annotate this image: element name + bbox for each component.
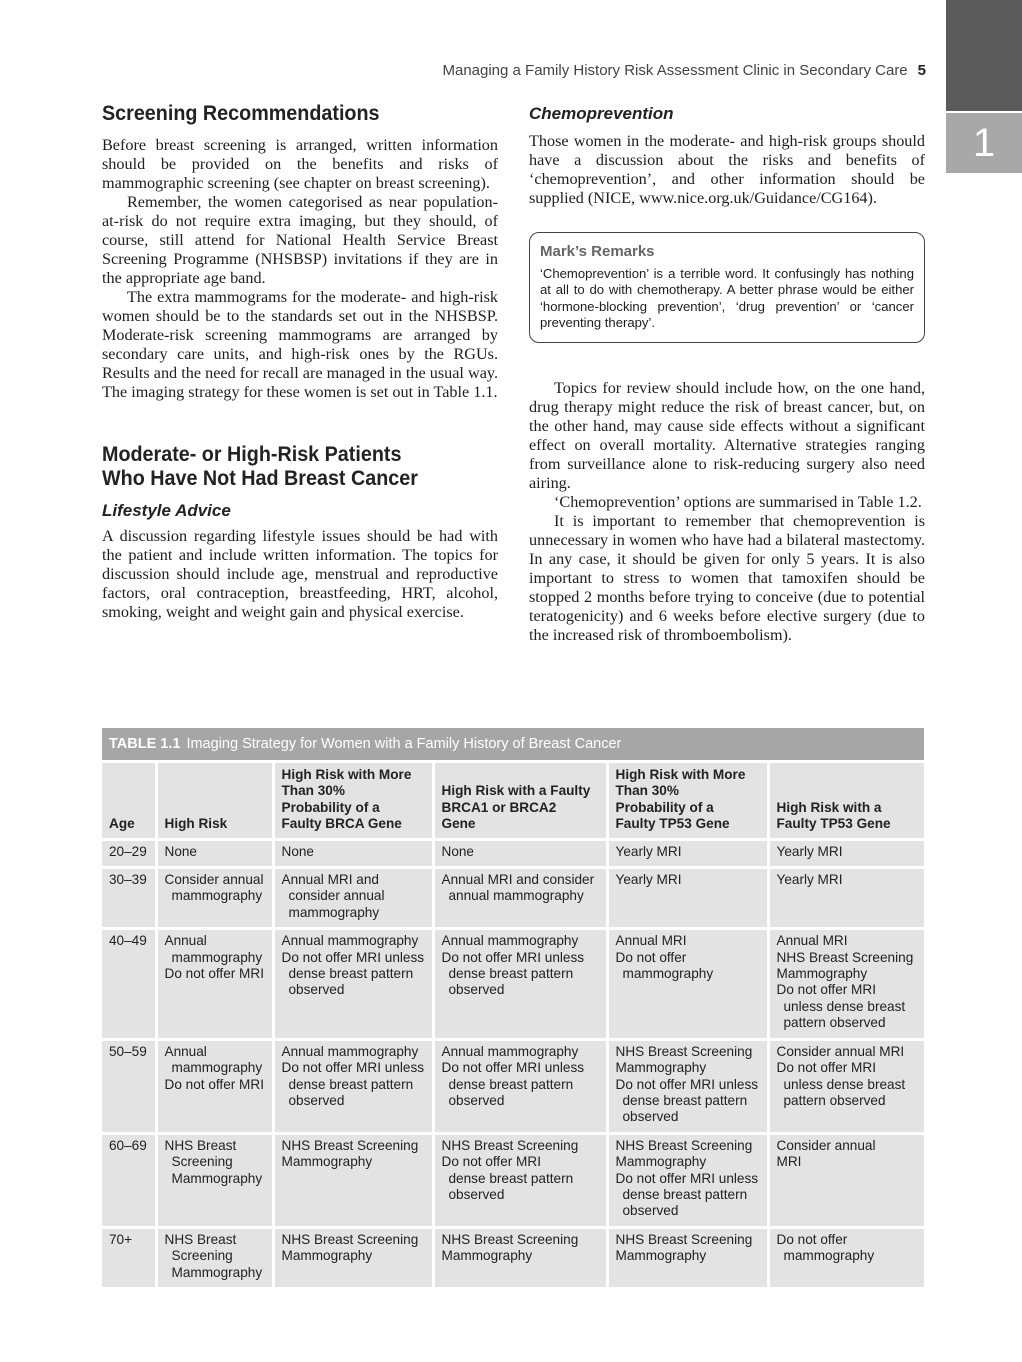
cell-line: annual mammography [448,888,584,904]
cell-line: Mammography [171,1264,263,1280]
cell-line: mammography [783,1248,875,1264]
cell-line: Than 30% [281,783,345,799]
age-cell [102,868,156,929]
table-row [102,1039,924,1133]
cell-line: Annual MRI and [281,872,379,888]
column-header [768,762,924,840]
table-1-1 [102,728,924,1287]
cell-line: Age [109,816,135,832]
table-cell [607,1227,768,1287]
cell-line: MRI [776,1154,802,1170]
paragraph: The extra mammograms for the moderate- and high-risk women should be to the standards set out in the NHSBSP. Moderate-risk screening mammograms are arranged by secondary care units, and high-risk ones by the RGUs. Results and the need for recall are managed in the usual way. The imaging strategy for these women is set out in Table 1.1. [102,288,498,401]
cell-line: Do not offer MRI unless [281,1060,425,1076]
cell-line: Mammography [281,1154,373,1170]
cell-line: Probability of a [615,799,714,815]
table-cell [433,929,607,1039]
paragraph: Those women in the moderate- and high-risk groups should have a discussion about the risks and benefits of ‘chemoprevention’, and other information should be supplied (NICE, www.nice.org.uk/Guidance/CG164). [529,132,925,207]
cell-line: Faulty TP53 Gene [615,816,730,832]
subheading-chemoprevention: Chemoprevention [529,104,674,123]
cell-line: Do not offer MRI unless [615,1076,759,1092]
table-row [102,1133,924,1227]
cell-line: mammography [622,966,714,982]
table-cell [156,868,273,929]
chapter-tab: 1 [946,113,1022,173]
cell-line: observed [448,1186,505,1202]
remark-text: ‘Chemoprevention’ is a terrible word. It confusingly has nothing at all to do with chemotherapy. A better phrase would be either ‘hormone-blocking prevention’, ‘drug prevention’ or ‘cancer preventing therapy’. [540,266,914,330]
table-cell [273,1133,433,1227]
paragraph: ‘Chemoprevention’ options are summarised in Table 1.2. [554,493,922,512]
table-cell [768,1133,924,1227]
cell-line: mammography [171,949,263,965]
paragraph: Remember, the women categorised as near population-at-risk do not require extra imaging, but they should, of course, still attend for National Health Service Breast Screening Programme (NHSBSP) invitations if they are in the appropriate age band. [102,193,498,287]
cell-line: Yearly MRI [776,843,843,859]
cell-line: Consider annual [776,1137,876,1153]
cell-line: Mammography [776,966,868,982]
cell-line: Probability of a [281,799,380,815]
age-cell [102,839,156,867]
table-row [102,839,924,867]
chapter-tab-dark-block [946,0,1022,111]
cell-line: High Risk [164,816,228,832]
cell-line: Mammography [615,1154,707,1170]
cell-line: Yearly MRI [776,872,843,888]
cell-line: High Risk with a [776,799,882,815]
cell-line: mammography [171,1060,263,1076]
cell-line: Faulty TP53 Gene [776,816,891,832]
heading-line: Moderate- or High-Risk Patients [102,443,402,466]
column-header [156,762,273,840]
cell-line: observed [622,1109,679,1125]
table-cell [273,868,433,929]
imaging-strategy-table [102,760,924,1287]
table-cell [607,929,768,1039]
table-cell [433,839,607,867]
cell-line: Annual mammography [441,1043,579,1059]
cell-line: Do not offer MRI unless [441,1060,585,1076]
cell-line: observed [622,1203,679,1219]
cell-line: Screening [171,1248,233,1264]
table-cell [156,839,273,867]
table-cell [607,1133,768,1227]
cell-line: NHS Breast Screening [281,1231,419,1247]
table-cell [768,839,924,867]
table-cell [156,929,273,1039]
table-title: Imaging Strategy for Women with a Family History of Breast Cancer [186,736,622,752]
cell-line: 30–39 [109,872,147,888]
cell-line: High Risk with More [615,767,746,782]
table-cell [273,1039,433,1133]
cell-line: observed [448,982,505,998]
column-header [273,762,433,840]
cell-line: Yearly MRI [615,843,682,859]
cell-line: unless dense breast [783,998,906,1014]
table-cell [156,1039,273,1133]
cell-line: dense breast pattern [288,966,414,982]
cell-line: None [441,843,474,859]
age-cell [102,1133,156,1227]
left-column [102,102,498,622]
cell-line: Faulty BRCA Gene [281,816,402,832]
cell-line: Do not offer MRI unless [441,949,585,965]
cell-line: BRCA1 or BRCA2 [441,799,557,815]
cell-line: Consider annual [164,872,264,888]
table-cell [433,868,607,929]
cell-line: Annual MRI [615,933,687,949]
cell-line: Annual [164,933,207,949]
cell-line: Mammography [615,1248,707,1264]
cell-line: Yearly MRI [615,872,682,888]
age-cell [102,1227,156,1287]
running-head [442,62,926,79]
table-body [102,839,924,1287]
paragraph: A discussion regarding lifestyle issues should be had with the patient and include written information. The topics for discussion should include age, menstrual and reproductive factors, oral contraception, breastfeeding, HRT, alcohol, smoking, weight and weight gain and physical exercise. [102,527,498,621]
cell-line: Mammography [615,1060,707,1076]
cell-line: mammography [171,888,263,904]
cell-line: Mammography [441,1248,533,1264]
cell-line: mammography [288,904,380,920]
cell-line: 60–69 [109,1137,147,1153]
cell-line: dense breast pattern [622,1092,748,1108]
cell-line: 40–49 [109,933,147,949]
cell-line: NHS Breast Screening [441,1137,579,1153]
cell-line: NHS Breast Screening [615,1137,753,1153]
cell-line: Consider annual MRI [776,1043,905,1059]
cell-line: dense breast pattern [288,1076,414,1092]
table-cell [156,1227,273,1287]
cell-line: dense breast pattern [622,1186,748,1202]
cell-line: NHS Breast Screening [615,1231,753,1247]
cell-line: None [281,843,314,859]
table-cell [607,839,768,867]
cell-line: Do not offer MRI [164,1076,264,1092]
cell-line: High Risk with a Faulty [441,783,591,799]
cell-line: Do not offer MRI [776,982,876,998]
cell-line: Annual MRI and consider [441,872,595,888]
table-cell [273,1227,433,1287]
cell-line: NHS Breast Screening [441,1231,579,1247]
column-header [433,762,607,840]
cell-line: dense breast pattern [448,966,574,982]
cell-line: Do not offer MRI [776,1060,876,1076]
cell-line: consider annual [288,888,385,904]
running-title: Managing a Family History Risk Assessment Clinic in Secondary Care [442,62,908,79]
cell-line: NHS Breast [164,1231,237,1247]
table-row [102,1227,924,1287]
cell-line: Do not offer MRI [164,966,264,982]
page-number: 5 [917,62,926,79]
subheading-lifestyle-advice: Lifestyle Advice [102,501,231,520]
cell-line: Mammography [281,1248,373,1264]
heading-moderate-high-risk [102,443,474,491]
cell-line: Annual mammography [281,933,419,949]
cell-line: unless dense breast [783,1076,906,1092]
cell-line: Do not offer [615,949,687,965]
table-cell [768,929,924,1039]
table-caption [102,728,924,760]
marks-remarks-box [529,232,925,343]
cell-line: pattern observed [783,1092,886,1108]
column-header [102,762,156,840]
table-cell [607,1039,768,1133]
cell-line: Do not offer MRI unless [281,949,425,965]
right-column [529,102,925,645]
table-cell [433,1227,607,1287]
table-cell [273,929,433,1039]
cell-line: High Risk with More [281,767,412,782]
table-header-row [102,762,924,840]
cell-line: Annual mammography [441,933,579,949]
cell-line: pattern observed [783,1015,886,1031]
table-cell [607,868,768,929]
table-cell [273,839,433,867]
heading-line: Who Have Not Had Breast Cancer [102,467,418,490]
cell-line: dense breast pattern [448,1076,574,1092]
cell-line: Do not offer MRI unless [615,1170,759,1186]
cell-line: 70+ [109,1231,133,1247]
paragraph: Topics for review should include how, on the one hand, drug therapy might reduce the risk of breast cancer, but, on the other hand, may cause side effects without a significant effect on overall mortality. Alternative strategies ranging from surveillance alone to risk-reducing surgery also need airing. [529,379,925,493]
cell-line: dense breast pattern [448,1170,574,1186]
table-row [102,868,924,929]
paragraph: It is important to remember that chemoprevention is unnecessary in women who have had a bilateral mastectomy. In any case, it should be given for only 5 years. It is also important to stress to women that tamoxifen should be stopped 2 months before trying to conceive (due to potential teratogenicity) and 6 weeks before elective surgery (due to the increased risk of thromboembolism). [529,512,925,645]
cell-line: observed [288,982,345,998]
table-cell [768,868,924,929]
table-cell [156,1133,273,1227]
cell-line: observed [288,1092,345,1108]
cell-line: Do not offer [776,1231,848,1247]
cell-line: Mammography [171,1170,263,1186]
column-header [607,762,768,840]
cell-line: 50–59 [109,1043,147,1059]
cell-line: Screening [171,1154,233,1170]
paragraph: Before breast screening is arranged, written information should be provided on the benefits and risks of mammographic screening (see chapter on breast screening). [102,136,498,192]
cell-line: NHS Breast Screening [615,1043,753,1059]
table-cell [768,1039,924,1133]
cell-line: Annual [164,1043,207,1059]
table-label: TABLE 1.1 [109,736,181,752]
cell-line: 20–29 [109,843,147,859]
cell-line: Do not offer MRI [441,1154,541,1170]
age-cell [102,1039,156,1133]
cell-line: NHS Breast Screening [776,949,914,965]
cell-line: Gene [441,816,476,832]
cell-line: Than 30% [615,783,679,799]
table-cell [433,1133,607,1227]
table-cell [433,1039,607,1133]
table-cell [768,1227,924,1287]
cell-line: Annual MRI [776,933,848,949]
age-cell [102,929,156,1039]
cell-line: NHS Breast [164,1137,237,1153]
cell-line: NHS Breast Screening [281,1137,419,1153]
cell-line: observed [448,1092,505,1108]
cell-line: None [164,843,197,859]
heading-screening-recommendations: Screening Recommendations [102,102,380,125]
table-row [102,929,924,1039]
cell-line: Annual mammography [281,1043,419,1059]
remark-title: Mark’s Remarks [540,243,655,260]
